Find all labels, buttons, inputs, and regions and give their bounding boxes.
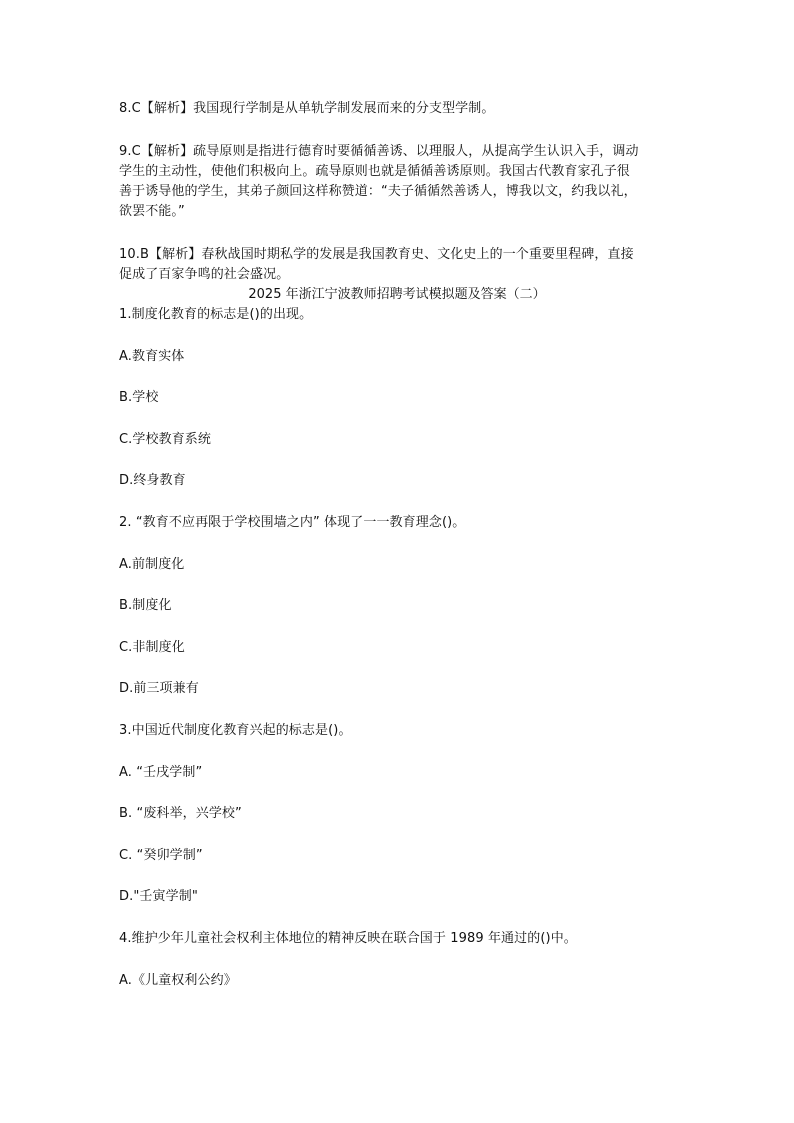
question-1-option-c: C.学校教育系统 [119, 432, 212, 447]
question-2-option-d: D.前三项兼有 [119, 681, 199, 696]
question-1-option-b: B.学校 [119, 390, 159, 405]
question-2-option-c: C.非制度化 [119, 640, 185, 655]
question-4-stem: 4.维护少年儿童社会权利主体地位的精神反映在联合国于 1989 年通过的()中。 [119, 931, 577, 946]
answer-10-line-2: 促成了百家争鸣的社会盛况。 [119, 267, 290, 282]
answer-10-line-1: 10.B【解析】春秋战国时期私学的发展是我国教育史、文化史上的一个重要里程碑，直接 [119, 247, 634, 262]
question-1-stem: 1.制度化教育的标志是()的出现。 [119, 307, 313, 322]
question-3-option-d: D."壬寅学制" [119, 889, 198, 904]
answer-9-line-2: 学生的主动性，使他们积极向上。疏导原则也就是循循善诱原则。我国古代教育家孔子很 [119, 164, 630, 179]
answer-9-line-3: 善于诱导他的学生，其弟子颜回这样称赞道：“夫子循循然善诱人，博我以文，约我以礼， [119, 184, 637, 199]
question-3-option-b: B. “废科举，兴学校” [119, 806, 242, 821]
section-title: 2025 年浙江宁波教师招聘考试模拟题及答案（二） [248, 287, 546, 302]
question-1-option-d: D.终身教育 [119, 473, 186, 488]
question-3-option-c: C. “癸卯学制” [119, 848, 203, 863]
question-2-option-a: A.前制度化 [119, 557, 185, 572]
question-4-option-a: A.《儿童权利公约》 [119, 973, 237, 988]
question-3-stem: 3.中国近代制度化教育兴起的标志是()。 [119, 723, 352, 738]
question-2-stem: 2. “教育不应再限于学校围墙之内” 体现了一一教育理念()。 [119, 515, 466, 530]
answer-9-line-4: 欲罢不能。” [119, 204, 185, 219]
answer-9-line-1: 9.C【解析】疏导原则是指进行德育时要循循善诱、以理服人，从提高学生认识入手，调动 [119, 144, 639, 159]
question-3-option-a: A. “壬戌学制” [119, 765, 203, 780]
question-2-option-b: B.制度化 [119, 598, 172, 613]
question-1-option-a: A.教育实体 [119, 349, 185, 364]
answer-8: 8.C【解析】我国现行学制是从单轨学制发展而来的分支型学制。 [119, 101, 495, 116]
